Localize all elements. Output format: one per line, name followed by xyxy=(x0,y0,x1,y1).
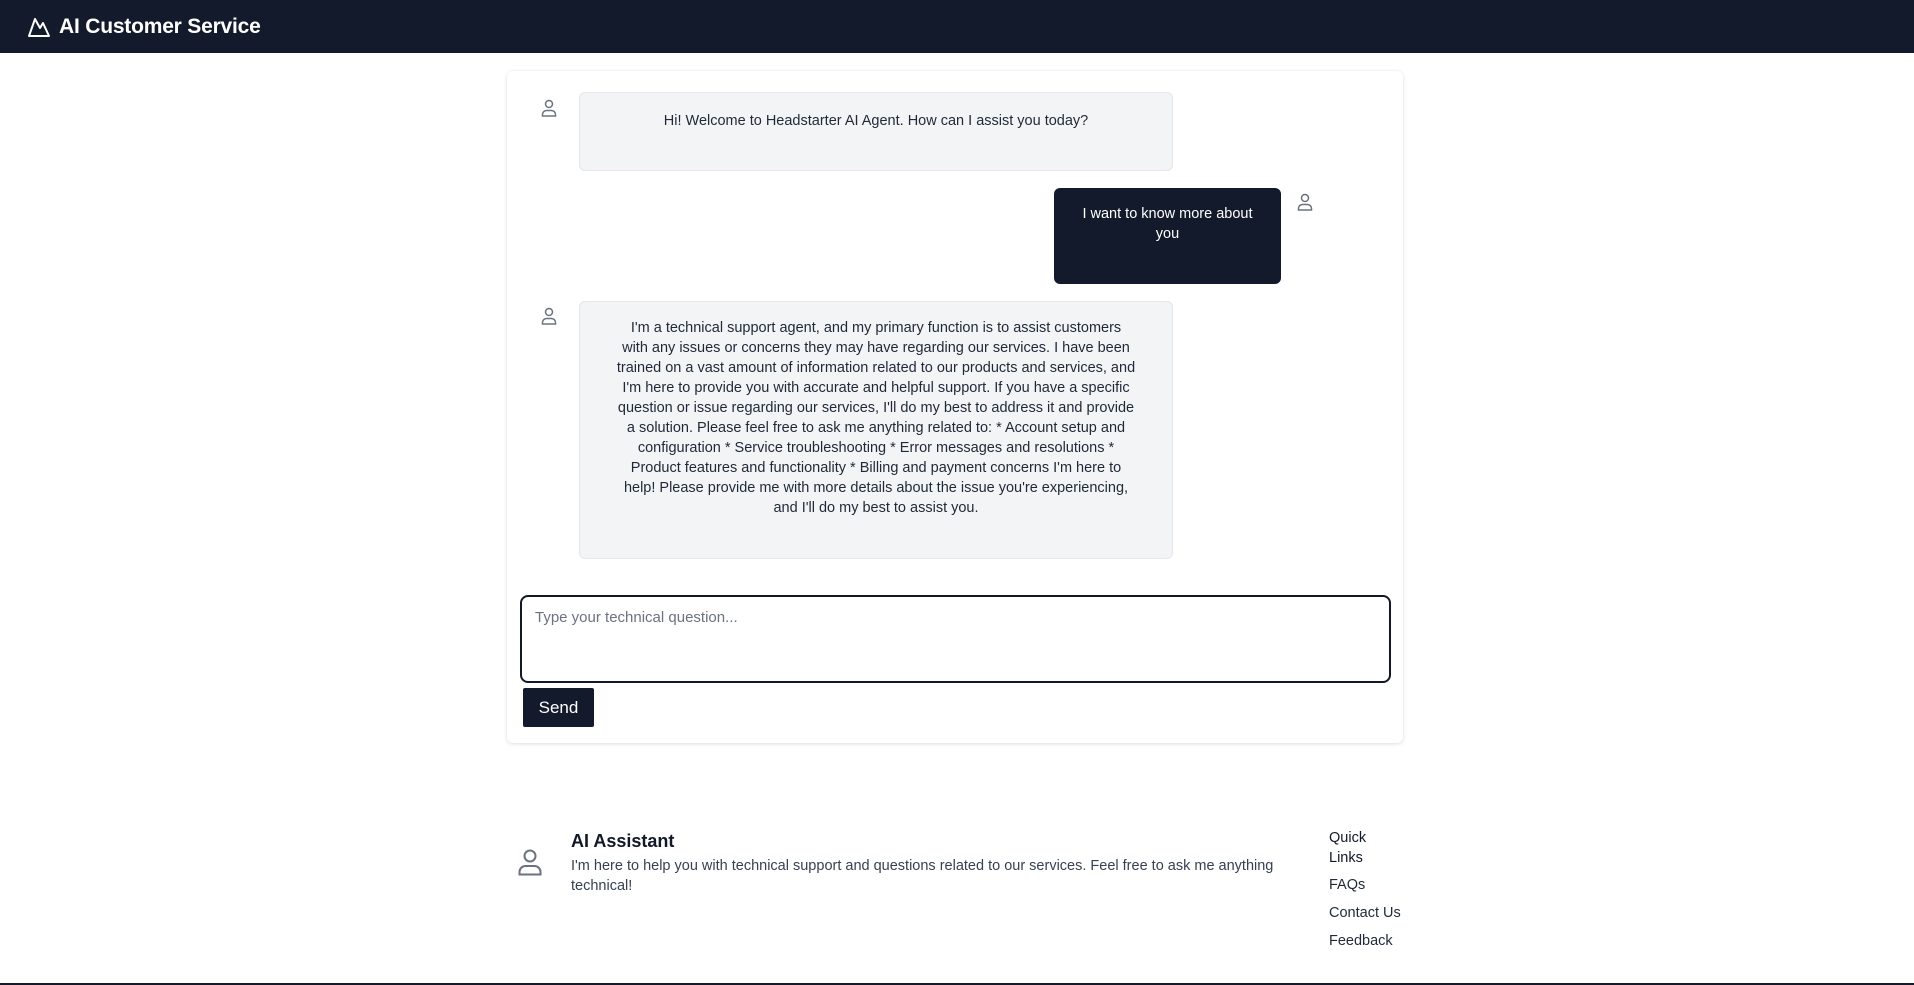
top-navbar xyxy=(0,0,1914,53)
assistant-message xyxy=(579,301,1173,559)
user-avatar-icon xyxy=(539,98,559,118)
contact-us-link[interactable]: Contact Us xyxy=(1329,905,1401,921)
quick-links xyxy=(1329,828,1409,959)
message-text: I want to know more about you xyxy=(1082,206,1253,242)
user-avatar-icon xyxy=(517,848,543,876)
footer-description: I'm here to help you with technical support and questions related to our services. Feel free to ask me anything technical! xyxy=(571,858,1274,894)
message-text: I'm a technical support agent, and my primary function is to assist customers with any issues or concerns they may have regarding our services. I have been trained on a vast amount of information related to our products and services, and I'm here to provide you with accurate and helpful support. If you have a specific question or issue regarding our services, I'll do my best to address it and provide a solution. Please feel free to ask me anything related to: * Account setup and configuration * Service troubleshooting * Error messages and resolutions * Product features and functionality * Billing and payment concerns I'm here to help! Please provide me with more details about the issue you're experiencing, and I'll do my best to assist you. xyxy=(616,320,1136,516)
feedback-link[interactable]: Feedback xyxy=(1329,933,1393,949)
message-text: Hi! Welcome to Headstarter AI Agent. How can I assist you today? xyxy=(663,113,1089,129)
question-input[interactable] xyxy=(520,595,1391,683)
user-avatar-icon xyxy=(539,306,559,326)
app-title: AI Customer Service xyxy=(59,14,261,38)
chat-panel xyxy=(507,71,1403,743)
faqs-link[interactable]: FAQs xyxy=(1329,877,1366,893)
quick-links-title: Quick Links xyxy=(1329,830,1367,866)
mountain-logo-icon xyxy=(27,16,51,38)
footer xyxy=(507,820,1403,970)
footer-title: AI Assistant xyxy=(571,831,675,851)
assistant-message xyxy=(579,92,1173,171)
send-button[interactable]: Send xyxy=(523,688,594,727)
user-avatar-icon xyxy=(1295,192,1315,212)
user-message xyxy=(1054,188,1281,284)
